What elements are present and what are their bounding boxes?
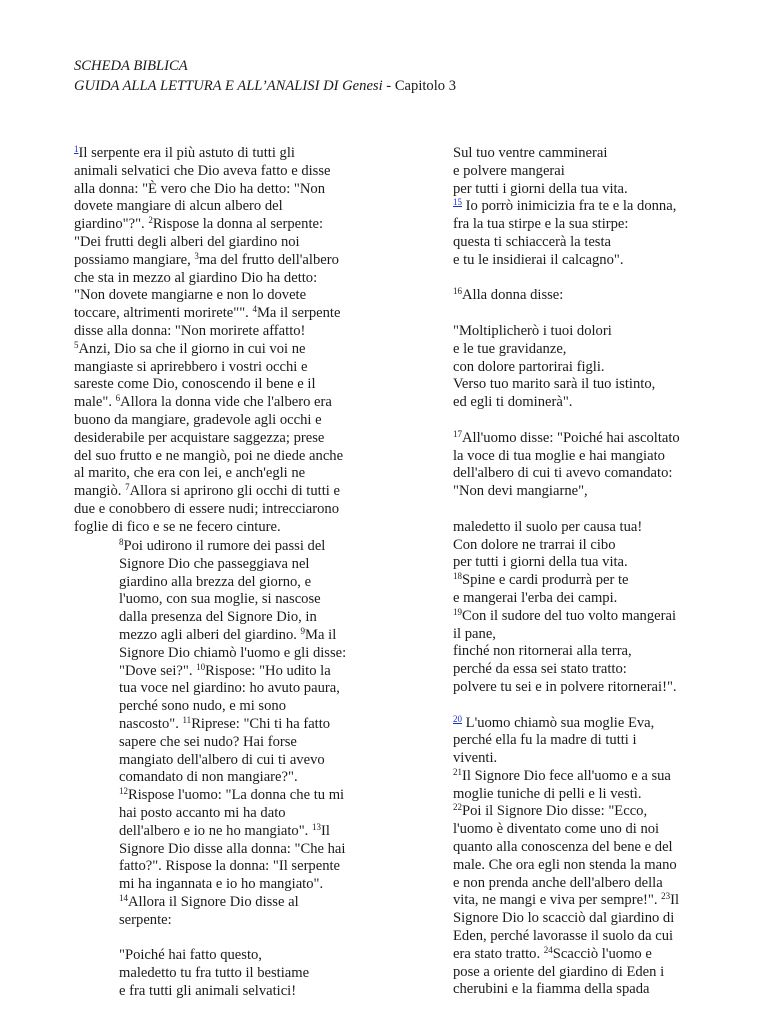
text-line bbox=[74, 270, 343, 288]
text-line bbox=[74, 501, 343, 519]
verse-text: polvere tu sei e in polvere ritornerai!". bbox=[453, 678, 677, 695]
verse-text: toccare, altrimenti morirete"". bbox=[74, 305, 253, 322]
text-line bbox=[119, 805, 346, 823]
verse-text: sareste come Dio, conoscendo il bene e il bbox=[74, 376, 316, 393]
verse-text: Signore Dio lo scacciò dal giardino di bbox=[453, 910, 675, 927]
left-indent-column bbox=[119, 538, 346, 1001]
verse-text: giardino alla brezza del giorno, e bbox=[119, 573, 312, 590]
verse-text: maledetto il suolo per causa tua! bbox=[453, 518, 643, 535]
text-line bbox=[119, 591, 346, 609]
text-line bbox=[74, 323, 343, 341]
verse-text: Scacciò l'uomo e bbox=[552, 945, 652, 962]
text-line bbox=[74, 359, 343, 377]
text-line bbox=[119, 769, 346, 787]
text-line bbox=[119, 912, 346, 930]
verse-number: 11 bbox=[182, 714, 192, 725]
text-line bbox=[74, 287, 343, 305]
verse-text: ma del frutto dell'albero bbox=[198, 251, 339, 268]
text-line bbox=[453, 341, 680, 359]
text-line bbox=[74, 181, 343, 199]
verse-text: perché ella fu la madre di tutti i bbox=[453, 732, 637, 749]
verse-text: quanto alla conoscenza del bene e del bbox=[453, 839, 673, 856]
verse-text: Signore Dio che passeggiava nel bbox=[119, 555, 310, 572]
verse-text: Sul tuo ventre camminerai bbox=[453, 145, 608, 161]
verse-text: Poi udirono il rumore dei passi del bbox=[123, 538, 326, 554]
verse-text: buono da mangiare, gradevole agli occhi e bbox=[74, 411, 322, 428]
text-line bbox=[74, 465, 343, 483]
text-line bbox=[119, 734, 346, 752]
verse-text: il pane, bbox=[453, 625, 496, 642]
text-line bbox=[453, 590, 680, 608]
text-line bbox=[119, 965, 346, 983]
verse-text: Il bbox=[320, 822, 330, 839]
text-line bbox=[453, 839, 680, 857]
verse-text: vita, ne mangi e viva per sempre!". bbox=[453, 892, 662, 909]
verse-link[interactable]: 15 bbox=[453, 197, 462, 208]
text-line bbox=[453, 465, 680, 483]
text-line bbox=[119, 876, 346, 894]
text-line bbox=[453, 946, 680, 964]
verse-text: Poi il Signore Dio disse: "Ecco, bbox=[462, 803, 648, 820]
verse-text: del suo frutto e ne mangiò, poi ne diede anche bbox=[74, 447, 344, 464]
header-subtitle-italic: GUIDA ALLA LETTURA E ALL’ANALISI DI Genesi bbox=[74, 78, 383, 94]
text-line bbox=[74, 376, 343, 394]
verse-text: Rispose l'uomo: "La donna che tu mi bbox=[128, 787, 345, 804]
verse-text: Verso tuo marito sarà il tuo istinto, bbox=[453, 376, 656, 393]
verse-number: 13 bbox=[311, 821, 321, 832]
text-line bbox=[453, 430, 680, 448]
text-line bbox=[74, 198, 343, 216]
verse-text: perché sono nudo, e mi sono bbox=[119, 698, 286, 715]
text-line bbox=[453, 821, 680, 839]
verse-text: al marito, che era con lei, e anch'egli ne bbox=[74, 465, 306, 482]
text-line bbox=[74, 341, 343, 359]
verse-number: 18 bbox=[453, 571, 462, 582]
verse-text: Con dolore ne trarrai il cibo bbox=[453, 536, 616, 553]
blank-line bbox=[453, 697, 680, 715]
text-line bbox=[453, 964, 680, 982]
verse-text: disse alla donna: "Non morirete affatto! bbox=[74, 322, 306, 339]
text-line bbox=[453, 323, 680, 341]
verse-text: alla donna: "È vero che Dio ha detto: "Non bbox=[74, 180, 326, 197]
text-line bbox=[453, 643, 680, 661]
verse-text: questa ti schiaccerà la testa bbox=[453, 233, 612, 250]
verse-text: dell'albero e io ne ho mangiato". bbox=[119, 822, 312, 839]
text-line bbox=[453, 234, 680, 252]
verse-text: Rispose: "Ho udito la bbox=[205, 662, 331, 679]
text-line bbox=[119, 983, 346, 1001]
text-line bbox=[74, 305, 343, 323]
blank-line bbox=[453, 305, 680, 323]
verse-text: nascosto". bbox=[119, 715, 183, 732]
text-line bbox=[453, 554, 680, 572]
verse-text: L'uomo chiamò sua moglie Eva, bbox=[462, 714, 655, 731]
text-line bbox=[453, 875, 680, 893]
verse-text: Io porrò inimicizia fra te e la donna, bbox=[462, 198, 677, 215]
text-line bbox=[453, 750, 680, 768]
verse-text: cherubini e la fiamma della spada bbox=[453, 981, 650, 998]
verse-text: comandato di non mangiare?". bbox=[119, 769, 298, 786]
verse-number: 19 bbox=[453, 606, 462, 617]
verse-text: Il bbox=[670, 892, 680, 909]
verse-number: 16 bbox=[453, 286, 462, 297]
verse-text: per tutti i giorni della tua vita. bbox=[453, 554, 628, 571]
verse-text: male". bbox=[74, 394, 116, 411]
text-line bbox=[453, 803, 680, 821]
verse-number: 5 bbox=[74, 339, 79, 350]
verse-text: "Moltiplicherò i tuoi dolori bbox=[453, 322, 612, 339]
text-line bbox=[119, 787, 346, 805]
verse-text: foglie di fico e se ne fecero cinture. bbox=[74, 518, 281, 535]
text-line bbox=[74, 448, 343, 466]
verse-text: maledetto tu fra tutto il bestiame bbox=[119, 965, 310, 982]
verse-text: la voce di tua moglie e hai mangiato bbox=[453, 447, 665, 464]
blank-line bbox=[453, 270, 680, 288]
text-line bbox=[453, 572, 680, 590]
verse-text: che sta in mezzo al giardino Dio ha detto: bbox=[74, 269, 318, 286]
text-line bbox=[453, 786, 680, 804]
text-line bbox=[74, 234, 343, 252]
verse-text: "Non devi mangiarne", bbox=[453, 483, 588, 500]
text-line bbox=[453, 892, 680, 910]
verse-text: Allora si aprirono gli occhi di tutti e bbox=[129, 483, 340, 500]
verse-text: era stato tratto. bbox=[453, 945, 544, 962]
verse-text: pose a oriente del giardino di Eden i bbox=[453, 963, 665, 980]
text-line bbox=[119, 823, 346, 841]
text-line bbox=[453, 448, 680, 466]
text-line bbox=[119, 645, 346, 663]
text-line bbox=[453, 661, 680, 679]
text-line bbox=[119, 947, 346, 965]
blank-line bbox=[453, 412, 680, 430]
text-line bbox=[119, 627, 346, 645]
verse-text: tua voce nel giardino: ho avuto paura, bbox=[119, 680, 340, 697]
verse-text: e mangerai l'erba dei campi. bbox=[453, 589, 618, 606]
verse-text: mangiò. bbox=[74, 483, 126, 500]
verse-text: viventi. bbox=[453, 750, 498, 767]
text-line bbox=[119, 538, 346, 556]
header-title: SCHEDA BIBLICA bbox=[74, 58, 188, 74]
verse-text: perché da essa sei stato tratto: bbox=[453, 661, 627, 678]
text-line bbox=[453, 483, 680, 501]
verse-text: sapere che sei nudo? Hai forse bbox=[119, 733, 297, 750]
text-line bbox=[74, 216, 343, 234]
verse-text: Con il sudore del tuo volto mangerai bbox=[462, 607, 677, 624]
text-line bbox=[119, 556, 346, 574]
text-line bbox=[453, 626, 680, 644]
left-column bbox=[74, 145, 343, 537]
verse-text: fatto?". Rispose la donna: "Il serpente bbox=[119, 858, 341, 875]
verse-text: finché non ritornerai alla terra, bbox=[453, 643, 632, 660]
text-line bbox=[74, 145, 343, 163]
verse-text: Anzi, Dio sa che il giorno in cui voi ne bbox=[78, 340, 306, 357]
text-line bbox=[119, 574, 346, 592]
header-chapter: - Capitolo 3 bbox=[382, 78, 457, 94]
verse-text: fra la tua stirpe e la sua stirpe: bbox=[453, 216, 629, 233]
verse-text: Ma il serpente bbox=[256, 305, 341, 322]
text-line bbox=[453, 981, 680, 999]
verse-text: Eden, perché lavorasse il suolo da cui bbox=[453, 928, 674, 945]
text-line bbox=[453, 715, 680, 733]
verse-text: "Non dovete mangiarne e non lo dovete bbox=[74, 287, 307, 304]
verse-text: Alla donna disse: bbox=[462, 287, 564, 304]
verse-number: 2 bbox=[148, 215, 153, 226]
verse-text: e fra tutti gli animali selvatici! bbox=[119, 982, 297, 999]
verse-text: dell'albero di cui ti avevo comandato: bbox=[453, 465, 673, 482]
verse-text: e tu le insidierai il calcagno". bbox=[453, 251, 624, 268]
verse-text: animali selvatici che Dio aveva fatto e disse bbox=[74, 162, 331, 179]
verse-text: "Dove sei?". bbox=[119, 662, 197, 679]
verse-text: Il Signore Dio fece all'uomo e a sua bbox=[462, 767, 671, 784]
text-line bbox=[119, 894, 346, 912]
text-line bbox=[453, 910, 680, 928]
verse-number: 12 bbox=[119, 786, 128, 797]
verse-text: l'uomo, con sua moglie, si nascose bbox=[119, 591, 321, 608]
verse-text: hai posto accanto mi ha dato bbox=[119, 804, 286, 821]
verse-text: possiamo mangiare, bbox=[74, 251, 195, 268]
verse-number: 21 bbox=[453, 766, 462, 777]
text-line bbox=[453, 216, 680, 234]
verse-text: Signore Dio disse alla donna: "Che hai bbox=[119, 840, 346, 857]
text-line bbox=[453, 198, 680, 216]
text-line bbox=[119, 858, 346, 876]
verse-text: Allora il Signore Dio disse al bbox=[128, 893, 299, 910]
text-line bbox=[453, 287, 680, 305]
text-line bbox=[453, 145, 680, 163]
text-line bbox=[74, 412, 343, 430]
text-line bbox=[453, 608, 680, 626]
text-line bbox=[453, 394, 680, 412]
verse-number: 8 bbox=[119, 537, 124, 547]
verse-text: e non prenda anche dell'albero della bbox=[453, 874, 663, 891]
text-line bbox=[453, 679, 680, 697]
verse-text: All'uomo disse: "Poiché hai ascoltato bbox=[462, 429, 680, 446]
text-line bbox=[74, 430, 343, 448]
text-line bbox=[74, 519, 343, 537]
text-line bbox=[453, 732, 680, 750]
verse-text: mangiato dell'albero di cui ti avevo bbox=[119, 751, 325, 768]
text-line bbox=[74, 394, 343, 412]
text-line bbox=[453, 181, 680, 199]
verse-text: "Dei frutti degli alberi del giardino noi bbox=[74, 233, 300, 250]
verse-text: due e conobbero di essere nudi; intrecciarono bbox=[74, 500, 340, 517]
verse-number: 14 bbox=[119, 892, 128, 903]
verse-number: 17 bbox=[453, 428, 462, 439]
right-column bbox=[453, 145, 680, 999]
verse-text: Ma il bbox=[305, 626, 337, 643]
verse-text: ed egli ti dominerà". bbox=[453, 394, 573, 411]
verse-text: "Poiché hai fatto questo, bbox=[119, 947, 262, 964]
text-line bbox=[453, 376, 680, 394]
text-line bbox=[453, 163, 680, 181]
text-line bbox=[453, 537, 680, 555]
document-header bbox=[74, 56, 456, 96]
verse-text: giardino"?". bbox=[74, 216, 149, 233]
verse-text: serpente: bbox=[119, 911, 172, 928]
verse-number: 4 bbox=[252, 304, 257, 315]
text-line bbox=[119, 752, 346, 770]
blank-line bbox=[119, 930, 346, 948]
text-line bbox=[119, 841, 346, 859]
text-line bbox=[119, 663, 346, 681]
verse-text: mezzo agli alberi del giardino. bbox=[119, 626, 301, 643]
verse-text: con dolore partorirai figli. bbox=[453, 358, 605, 375]
verse-link[interactable]: 1 bbox=[74, 144, 79, 154]
verse-text: l'uomo è diventato come uno di noi bbox=[453, 821, 660, 838]
blank-line bbox=[453, 501, 680, 519]
verse-text: e le tue gravidanze, bbox=[453, 340, 567, 357]
text-line bbox=[74, 483, 343, 501]
text-line bbox=[74, 163, 343, 181]
text-line bbox=[119, 609, 346, 627]
text-line bbox=[453, 252, 680, 270]
text-line bbox=[119, 716, 346, 734]
verse-text: Riprese: "Chi ti ha fatto bbox=[191, 715, 331, 732]
text-line bbox=[119, 698, 346, 716]
verse-text: moglie tuniche di pelli e li vestì. bbox=[453, 785, 642, 802]
verse-text: dovete mangiare di alcun albero del bbox=[74, 198, 283, 215]
verse-link[interactable]: 20 bbox=[453, 713, 462, 724]
verse-text: dalla presenza del Signore Dio, in bbox=[119, 609, 317, 626]
verse-text: desiderabile per acquistare saggezza; prese bbox=[74, 429, 325, 446]
verse-number: 7 bbox=[125, 482, 130, 493]
text-line bbox=[74, 252, 343, 270]
verse-text: mangiaste si aprirebbero i vostri occhi e bbox=[74, 358, 308, 375]
verse-number: 6 bbox=[115, 393, 121, 404]
verse-text: Rispose la donna al serpente: bbox=[152, 216, 324, 233]
verse-number: 10 bbox=[196, 661, 206, 672]
verse-text: Allora la donna vide che l'albero era bbox=[120, 394, 332, 411]
verse-text: Il serpente era il più astuto di tutti gli bbox=[78, 145, 295, 161]
verse-text: Signore Dio chiamò l'uomo e gli disse: bbox=[119, 644, 347, 661]
text-line bbox=[453, 768, 680, 786]
verse-number: 9 bbox=[300, 625, 306, 636]
verse-text: Spine e cardi produrrà per te bbox=[462, 572, 629, 589]
text-line bbox=[453, 359, 680, 377]
verse-text: mi ha ingannata e io ho mangiato". bbox=[119, 876, 324, 893]
verse-number: 24 bbox=[543, 944, 553, 955]
verse-text: per tutti i giorni della tua vita. bbox=[453, 180, 628, 197]
text-line bbox=[119, 680, 346, 698]
header-subtitle bbox=[74, 76, 456, 96]
verse-text: male. Che ora egli non stenda la mano bbox=[453, 856, 677, 873]
verse-number: 22 bbox=[453, 802, 462, 813]
verse-number: 3 bbox=[194, 250, 199, 261]
verse-number: 23 bbox=[661, 891, 671, 902]
text-line bbox=[453, 519, 680, 537]
text-line bbox=[453, 928, 680, 946]
verse-text: e polvere mangerai bbox=[453, 162, 565, 179]
text-line bbox=[453, 857, 680, 875]
